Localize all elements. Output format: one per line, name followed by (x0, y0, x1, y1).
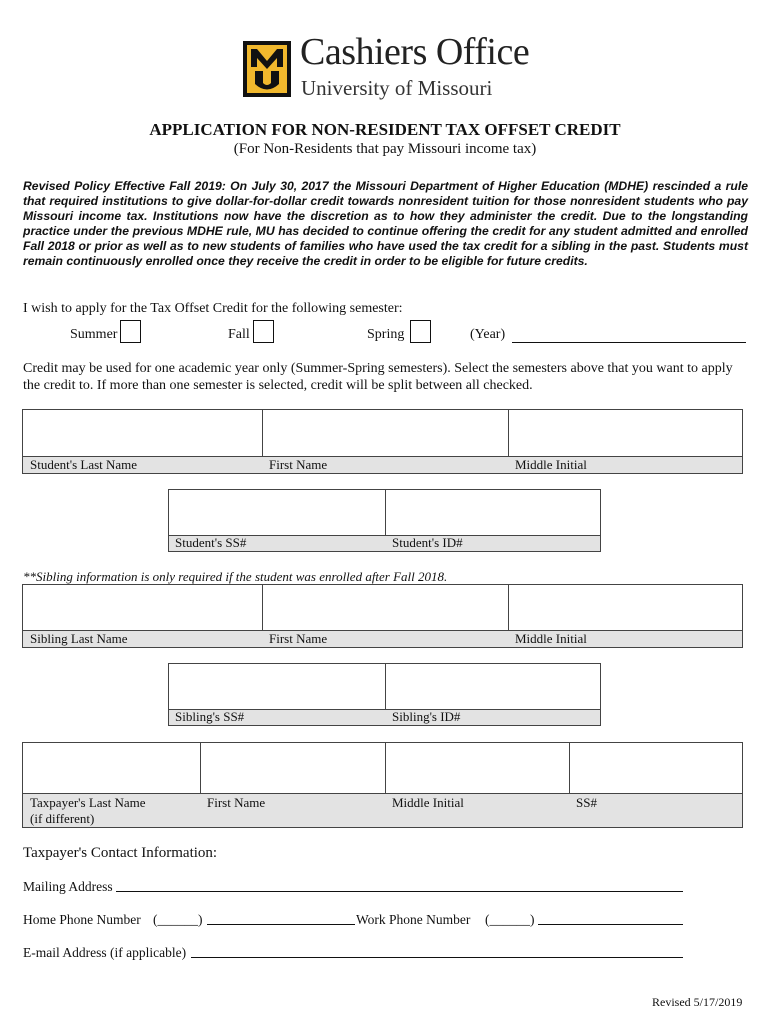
summer-label: Summer (70, 327, 118, 342)
taxpayer-table (22, 742, 743, 828)
student-id-table (168, 489, 601, 552)
email-field[interactable] (191, 957, 683, 958)
summer-checkbox[interactable] (120, 320, 141, 343)
work-phone-field[interactable] (538, 924, 683, 925)
sibling-name-table (22, 584, 743, 648)
student-ssn-label: Student's SS# (175, 535, 247, 550)
mu-logo (243, 41, 291, 97)
home-phone-field[interactable] (207, 924, 355, 925)
student-middle-initial-label: Middle Initial (515, 457, 587, 472)
fall-label: Fall (228, 327, 250, 342)
taxpayer-middle-initial-label: Middle Initial (392, 795, 464, 810)
contact-heading: Taxpayer's Contact Information: (23, 845, 218, 861)
taxpayer-last-name-note: (if different) (30, 811, 95, 826)
student-first-name-label: First Name (269, 457, 328, 472)
mailing-address-label: Mailing Address (23, 879, 113, 894)
form-subtitle: (For Non-Residents that pay Missouri income tax) (233, 141, 537, 157)
taxpayer-last-name-label: Taxpayer's Last Name (30, 795, 146, 810)
sibling-middle-initial-label: Middle Initial (515, 631, 587, 646)
home-phone-label: Home Phone Number (23, 912, 141, 927)
sibling-last-name-label: Sibling Last Name (30, 631, 128, 646)
sibling-ssn-label: Sibling's SS# (175, 709, 245, 724)
sibling-first-name-label: First Name (269, 631, 328, 646)
spring-checkbox[interactable] (410, 320, 431, 343)
year-field[interactable] (512, 342, 746, 343)
taxpayer-first-name-label: First Name (207, 795, 266, 810)
semester-prompt: I wish to apply for the Tax Offset Credit for the following semester: (23, 301, 403, 316)
sibling-id-label: Sibling's ID# (392, 709, 461, 724)
student-last-name-label: Student's Last Name (30, 457, 138, 472)
student-name-table (22, 409, 743, 474)
work-phone-label: Work Phone Number (356, 912, 471, 927)
student-id-label: Student's ID# (392, 535, 463, 550)
form-title: APPLICATION FOR NON-RESIDENT TAX OFFSET CREDIT (149, 120, 621, 139)
sibling-note: **Sibling information is only required if the student was enrolled after Fall 2018. (23, 569, 448, 584)
sibling-id-table (168, 663, 601, 726)
office-name: Cashiers Office (300, 31, 530, 73)
work-phone-area-code[interactable]: (______) (485, 912, 535, 927)
taxpayer-ssn-label: SS# (576, 795, 597, 810)
email-label: E-mail Address (if applicable) (23, 945, 187, 960)
year-label: (Year) (470, 327, 506, 342)
credit-note-line2: the credit to. If more than one semester is selected, credit will be split between all checked. (23, 378, 533, 393)
credit-note-line1: Credit may be used for one academic year only (Summer-Spring semesters). Select the semesters above that you want to apply (23, 361, 733, 376)
spring-label: Spring (367, 327, 405, 342)
revision-date: Revised 5/17/2019 (652, 995, 743, 1009)
fall-checkbox[interactable] (253, 320, 274, 343)
policy-text: Revised Policy Effective Fall 2019: On July 30, 2017 the Missouri Department of Higher Education (MDHE) rescinded a rule that required institutions to give dollar-for-dollar credit towards nonresident tuition for those nonresident students who pay Missouri income tax. Institutions now have the discretion as to how they administer the credit. Due to the longstanding practice under the previous MDHE rule, MU has decided to continue offering the credit for any student admitted and enrolled Fall 2018 or prior as well as to new students of families who have used the tax credit for a sibling in the past. Students must remain continuously enrolled once they receive the credit in order to be eligible for future credits. (23, 179, 748, 268)
university-name: University of Missouri (301, 76, 493, 100)
home-phone-area-code[interactable]: (______) (153, 912, 203, 927)
mailing-address-field[interactable] (116, 891, 683, 892)
